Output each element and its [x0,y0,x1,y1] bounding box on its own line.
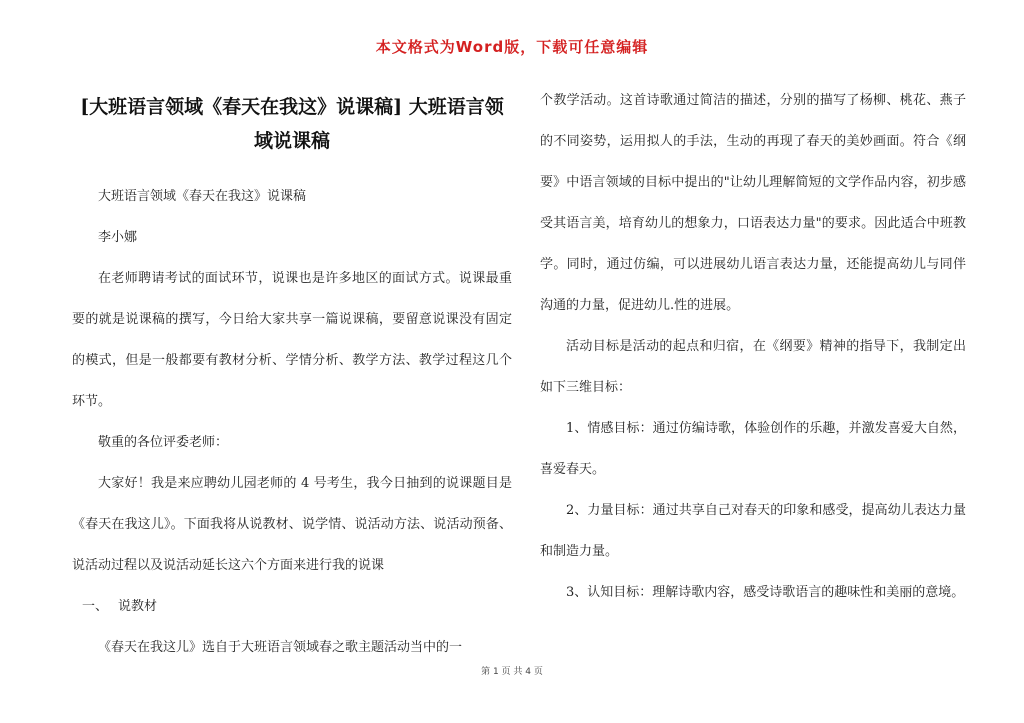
goal-ability: 2、力量目标：通过共享自己对春天的印象和感受，提高幼儿表达力量和制造力量。 [540,503,966,559]
section-heading-materials [72,586,512,627]
download-banner: 本文格式为Word版，下载可任意编辑 [375,38,649,56]
lesson-subtitle: 大班语言领域《春天在我这》说课稿 [98,189,307,204]
section-number: 一、 [82,599,109,614]
materials-paragraph-cont: 个教学活动。这首诗歌通过简洁的描述，分别的描写了杨柳、桃花、燕子的不同姿势，运用拟人的手法，生动的再现了春天的美妙画面。符合《纲要》中语言领域的目标中提出的"让幼儿理解简短的文学作品内容，初步感受其语言美，培育幼儿的想象力，口语表达力量"的要求。因此适合中班教学。同时，通过仿编，可以进展幼儿语言表达力量，还能提高幼儿与同伴沟通的力量，促进幼儿.性的进展。 [540,93,966,313]
goal-emotion: 1、情感目标：通过仿编诗歌，体验创作的乐趣，并激发喜爱大自然，喜爱春天。 [540,421,966,477]
intro-paragraph: 在老师聘请考试的面试环节，说课也是许多地区的面试方式。说课最重要的就是说课稿的撰写，今日给大家共享一篇说课稿，要留意说课没有固定的模式，但是一般都要有教材分析、学情分析、教学方法、教学过程这几个环节。 [72,271,512,409]
goals-intro-paragraph: 活动目标是活动的起点和归宿，在《纲要》精神的指导下，我制定出如下三维目标： [540,339,966,395]
document-title: [大班语言领域《春天在我这》说课稿] 大班语言领域说课稿 [80,96,504,152]
goal-cognition: 3、认知目标：理解诗歌内容，感受诗歌语言的趣味性和美丽的意境。 [566,585,965,600]
self-intro-paragraph: 大家好！我是来应聘幼儿园老师的 4 号考生，我今日抽到的说课题目是《春天在我这儿》。下面我将从说教材、说学情、说活动方法、说活动预备、说活动过程以及说活动延长这六个方面来进行我的说课 [72,476,512,573]
author-name: 李小娜 [98,230,138,245]
materials-paragraph-start: 《春天在我这儿》选自于大班语言领域春之歌主题活动当中的一 [98,640,463,655]
right-column [540,80,966,613]
section-title: 说教材 [118,599,158,614]
page-number: 第 1 页 共 4 页 [481,667,543,677]
left-column [72,90,512,668]
greeting-paragraph: 敬重的各位评委老师： [98,435,229,450]
